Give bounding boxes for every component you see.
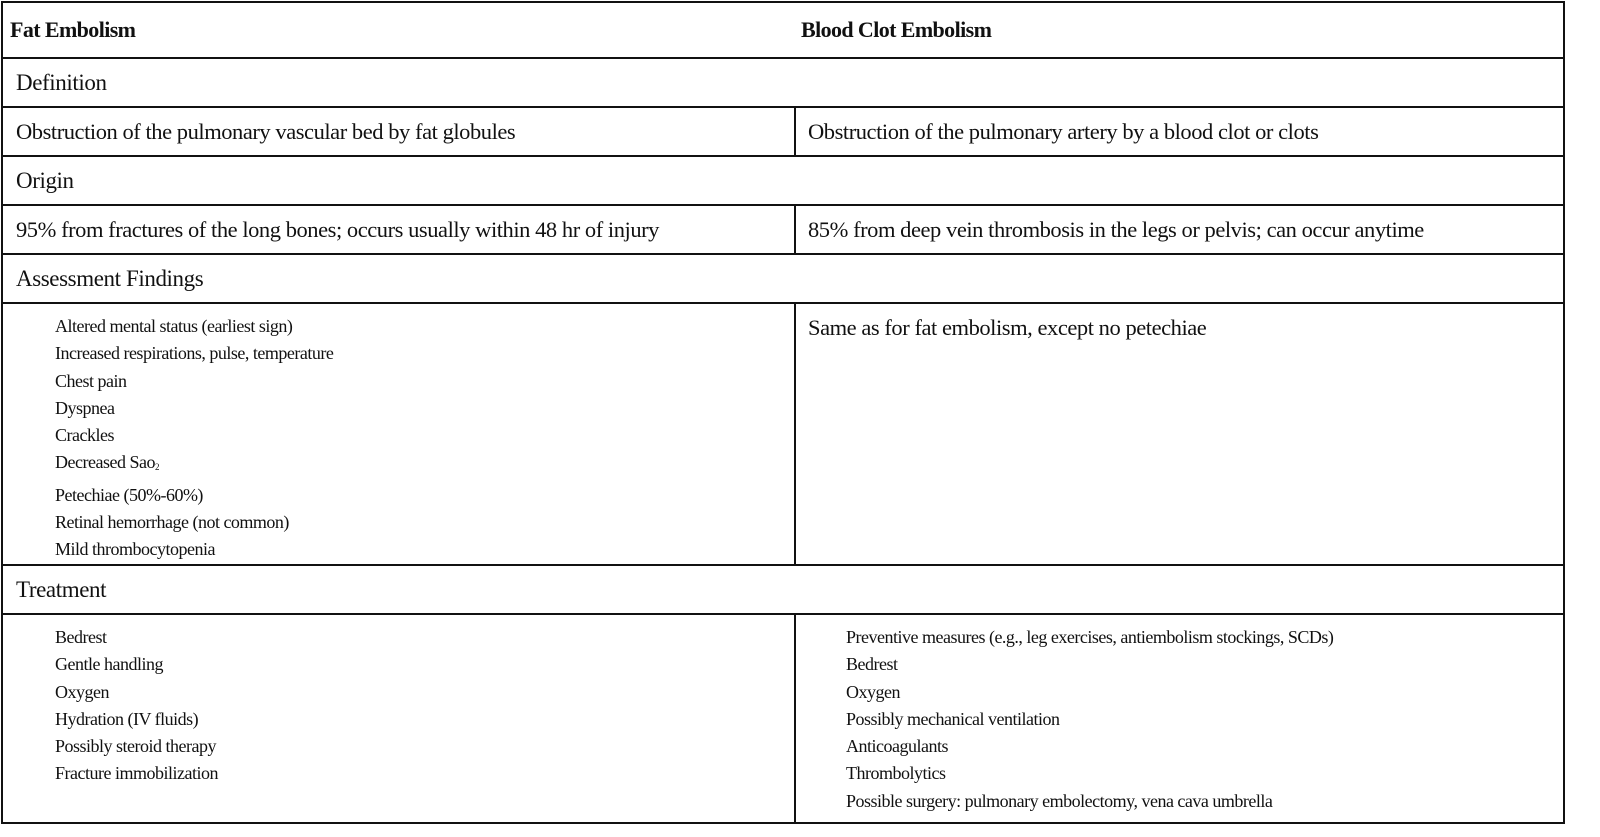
section-row-treatment bbox=[3, 566, 1563, 615]
list-item: Anticoagulants bbox=[846, 736, 948, 757]
list-item: Crackles bbox=[55, 425, 114, 446]
clot-treatment bbox=[796, 615, 1563, 822]
clot-origin: 85% from deep vein thrombosis in the legs or pelvis; can occur anytime bbox=[808, 216, 1424, 242]
fat-assessment bbox=[3, 304, 796, 564]
clot-assessment bbox=[796, 304, 1563, 564]
fat-assessment-list bbox=[3, 313, 794, 564]
list-item: Possibly steroid therapy bbox=[55, 736, 216, 757]
list-item: Gentle handling bbox=[55, 654, 163, 675]
list-item: Hydration (IV fluids) bbox=[55, 708, 199, 729]
comparison-table bbox=[1, 1, 1565, 824]
fat-treatment bbox=[3, 615, 796, 822]
table-row-treatment bbox=[3, 615, 1563, 822]
section-label: Origin bbox=[16, 167, 74, 193]
list-item bbox=[55, 449, 794, 481]
list-item: Petechiae (50%-60%) bbox=[55, 484, 203, 505]
column-header-blood-clot-embolism: Blood Clot Embolism bbox=[801, 17, 992, 42]
list-item: Possibly mechanical ventilation bbox=[846, 708, 1060, 729]
list-item-text: Decreased Sao bbox=[55, 452, 155, 473]
list-item: Bedrest bbox=[55, 627, 107, 647]
list-item: Oxygen bbox=[846, 681, 900, 702]
column-header-fat-embolism: Fat Embolism bbox=[10, 17, 136, 42]
list-item: Dyspnea bbox=[55, 397, 115, 418]
list-item: Increased respirations, pulse, temperature bbox=[55, 343, 334, 364]
fat-treatment-list bbox=[3, 624, 794, 788]
list-item: Thrombolytics bbox=[846, 763, 946, 784]
subscript: 2 bbox=[154, 462, 159, 473]
header-row bbox=[3, 3, 1563, 59]
list-item: Chest pain bbox=[55, 370, 127, 391]
list-item: Possible surgery: pulmonary embolectomy, vena cava umbrella bbox=[846, 790, 1273, 811]
list-item: Retinal hemorrhage (not common) bbox=[55, 512, 289, 533]
section-label: Definition bbox=[16, 69, 107, 95]
section-row-definition bbox=[3, 59, 1563, 108]
list-item: Preventive measures (e.g., leg exercises, antiembolism stockings, SCDs) bbox=[846, 627, 1334, 647]
section-label: Assessment Findings bbox=[16, 265, 204, 291]
clot-definition: Obstruction of the pulmonary artery by a blood clot or clots bbox=[808, 118, 1319, 144]
list-item: Altered mental status (earliest sign) bbox=[55, 316, 293, 336]
list-item: Oxygen bbox=[55, 681, 109, 702]
section-row-assessment bbox=[3, 255, 1563, 304]
list-item: Mild thrombocytopenia bbox=[55, 539, 215, 560]
list-item: Bedrest bbox=[846, 654, 898, 675]
clot-assessment-text: Same as for fat embolism, except no petechiae bbox=[808, 315, 1207, 340]
table-row-definition bbox=[3, 108, 1563, 157]
table-row-assessment bbox=[3, 304, 1563, 566]
section-label: Treatment bbox=[16, 576, 107, 602]
fat-definition: Obstruction of the pulmonary vascular bed by fat globules bbox=[3, 108, 796, 155]
table-row-origin bbox=[3, 206, 1563, 255]
list-item: Fracture immobilization bbox=[55, 763, 218, 784]
fat-origin: 95% from fractures of the long bones; occurs usually within 48 hr of injury bbox=[3, 206, 796, 253]
section-row-origin bbox=[3, 157, 1563, 206]
clot-treatment-list bbox=[796, 624, 1563, 815]
